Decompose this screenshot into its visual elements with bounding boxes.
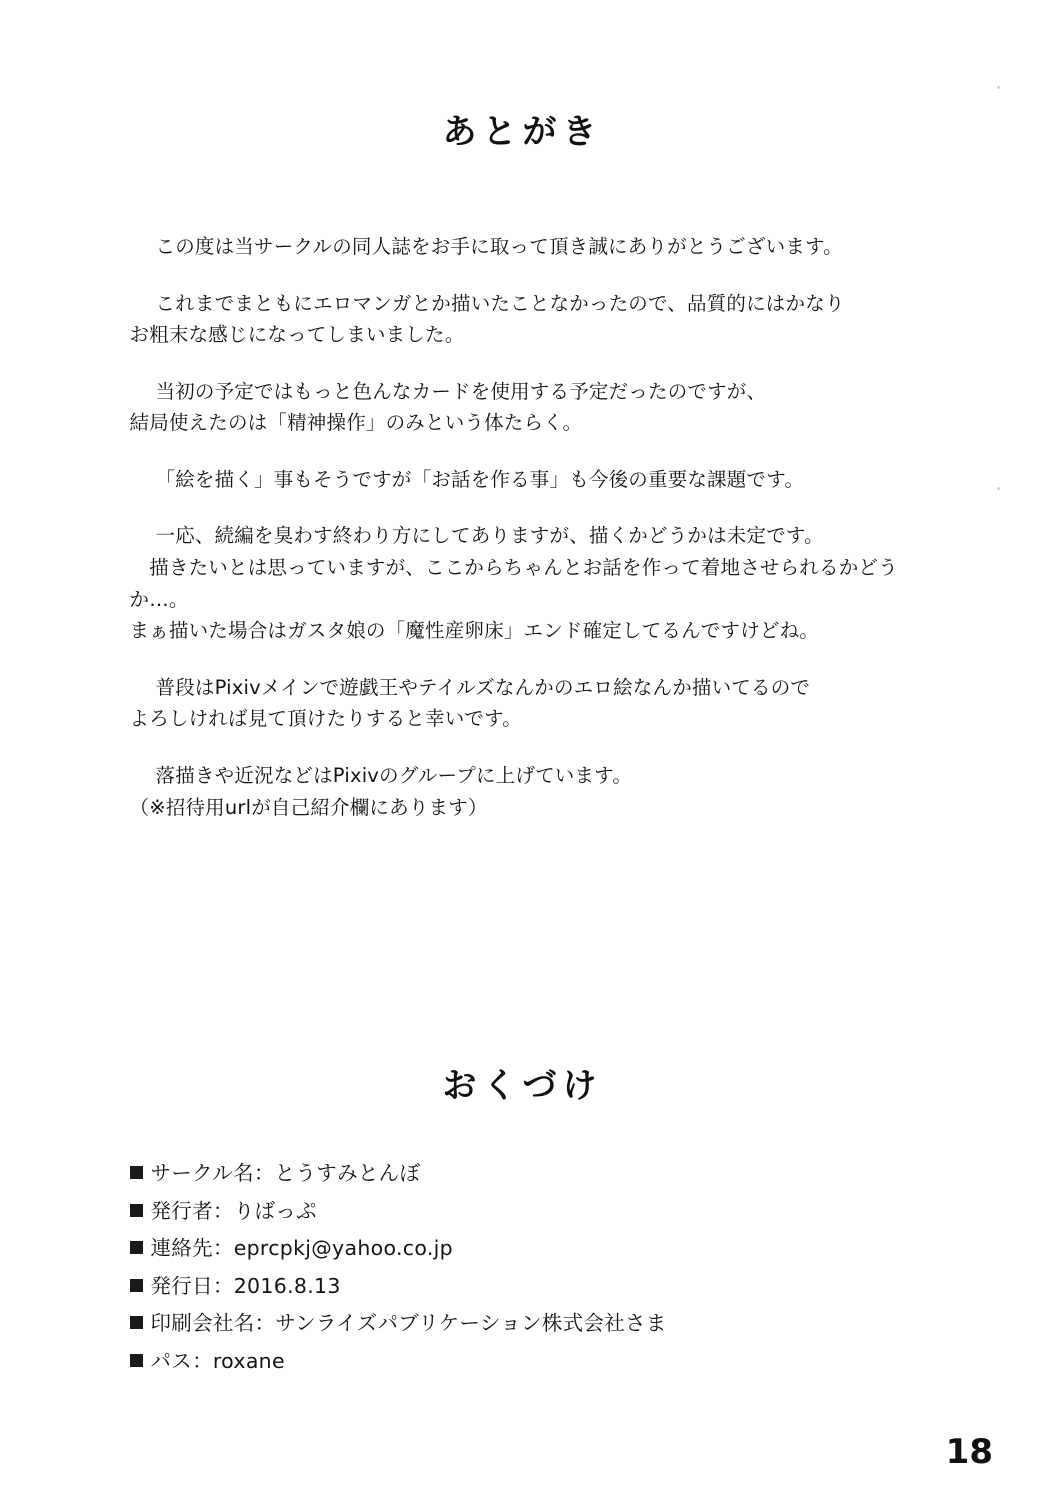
- colophon-label: 印刷会社名：サンライズパブリケーション株式会社さま: [150, 1311, 667, 1336]
- colophon-row: [130, 1313, 938, 1334]
- afterword-line: （※招待用urlが自己紹介欄にあります）: [129, 795, 488, 819]
- afterword-line: 一応、続編を臭わす終わり方にしてありますが、描くかどうかは未定です。: [155, 524, 824, 548]
- afterword-line: 描きたいとは思っていますが、ここからちゃんとお話を作って着地させられるかどうか…。: [129, 556, 898, 611]
- afterword-line: これまでまともにエロマンガとか描いたことなかったので、品質的にはかなり: [155, 291, 845, 315]
- square-bullet-icon: [130, 1279, 143, 1292]
- colophon-label: パス：roxane: [150, 1348, 285, 1373]
- afterword-line: 当初の予定ではもっと色んなカードを使用する予定だったのですが、: [155, 379, 767, 403]
- afterword-line: 普段はPixivメインで遊戯王やテイルズなんかのエロ絵なんか描いてるので: [155, 675, 811, 699]
- square-bullet-icon: [130, 1166, 143, 1179]
- afterword-paragraph: [130, 672, 938, 735]
- afterword-line: お粗末な感じになってしまいました。: [129, 323, 465, 347]
- colophon-label: 連絡先：eprcpkj@yahoo.co.jp: [150, 1236, 453, 1261]
- speck-mark-mid: [997, 487, 1000, 490]
- colophon-list: [108, 1163, 938, 1371]
- colophon-row: [130, 1163, 938, 1184]
- colophon-label: 発行者：りばっぷ: [150, 1198, 317, 1223]
- afterword-line: この度は当サークルの同人誌をお手に取って頂き誠にありがとうございます。: [155, 235, 843, 258]
- afterword-paragraph: [130, 231, 938, 263]
- page-number: 18: [945, 1432, 993, 1472]
- afterword-line: 結局使えたのは「精神操作」のみという体たらく。: [129, 411, 583, 435]
- speck-mark-top: [997, 86, 1000, 89]
- colophon-label: サークル名：とうすみとんぼ: [150, 1161, 421, 1186]
- colophon-label: 発行日：2016.8.13: [150, 1273, 341, 1298]
- afterword-paragraph: [130, 760, 938, 823]
- colophon-row: [130, 1238, 938, 1259]
- square-bullet-icon: [130, 1316, 143, 1329]
- square-bullet-icon: [130, 1204, 143, 1217]
- afterword-paragraph: [130, 288, 938, 351]
- afterword-line: 落描きや近況などはPixivのグループに上げています。: [155, 763, 633, 787]
- afterword-line: まぁ描いた場合はガスタ娘の「魔性産卵床」エンド確定してるんですけどね。: [129, 619, 820, 643]
- afterword-paragraph: [130, 520, 938, 646]
- afterword-body: [108, 231, 938, 823]
- afterword-line: 「絵を描く」事もそうですが「お話を作る事」も今後の重要な課題です。: [155, 467, 805, 491]
- square-bullet-icon: [130, 1241, 143, 1254]
- colophon-row: [130, 1348, 938, 1373]
- colophon-title: おくづけ: [442, 1066, 603, 1107]
- afterword-paragraph: [130, 464, 938, 496]
- colophon-row: [130, 1198, 938, 1223]
- afterword-paragraph: [130, 376, 938, 439]
- afterword-line: よろしければ見て頂けたりすると幸いです。: [129, 707, 522, 731]
- afterword-title: あとがき: [442, 112, 603, 152]
- section-spacer: [0, 848, 1045, 1058]
- colophon-row: [130, 1273, 938, 1298]
- square-bullet-icon: [130, 1354, 143, 1367]
